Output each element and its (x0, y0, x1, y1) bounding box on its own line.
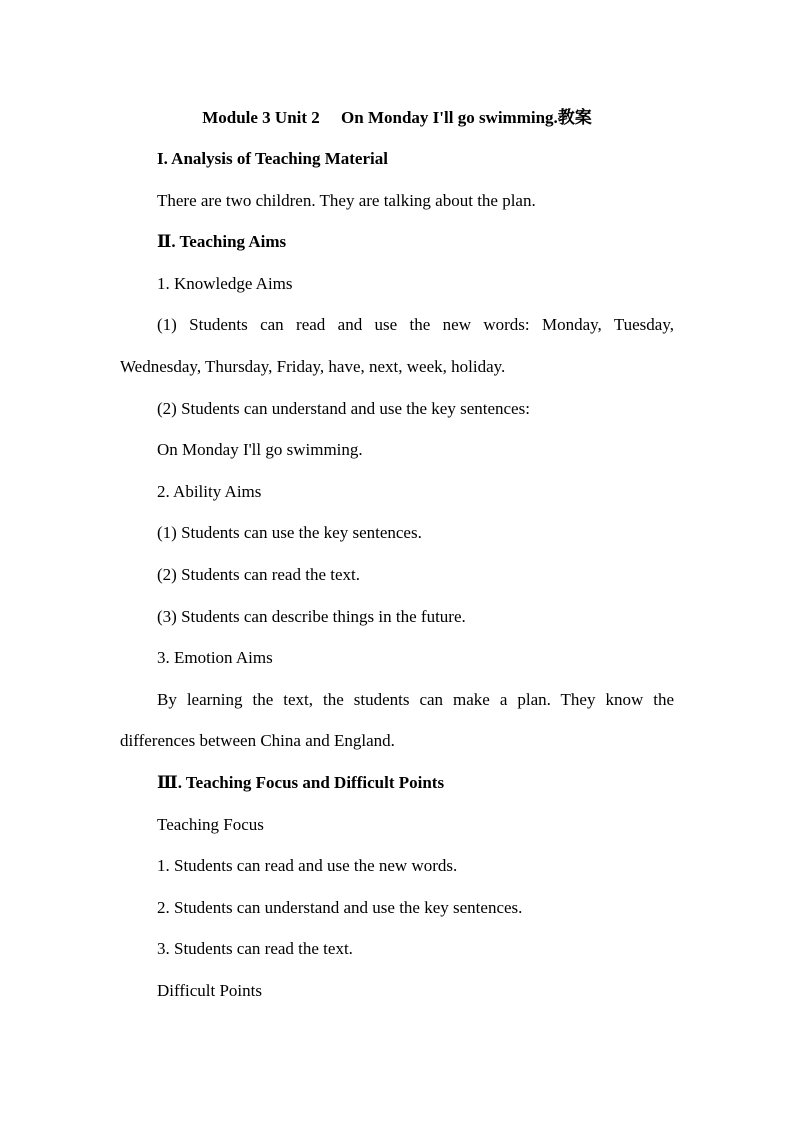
focus-item-1: 1. Students can read and use the new words. (157, 856, 458, 875)
ability-aim-2: (2) Students can read the text. (157, 565, 360, 584)
knowledge-aim-1-line-1-text: (1) Students can read and use the new words: Monday, Tuesday, (157, 315, 674, 334)
knowledge-aim-2: (2) Students can understand and use the key sentences: (157, 399, 530, 418)
knowledge-aim-1-line-1 (157, 315, 674, 335)
section-heading-teaching-aims: Ⅱ. Teaching Aims (157, 232, 287, 251)
emotion-aim-line-1 (157, 690, 674, 710)
emotion-aim-line-2: differences between China and England. (120, 731, 395, 750)
focus-item-2: 2. Students can understand and use the key sentences. (157, 898, 523, 917)
difficult-points-heading: Difficult Points (157, 981, 262, 1000)
teaching-focus-heading: Teaching Focus (157, 815, 264, 834)
document-title: Module 3 Unit 2 On Monday I'll go swimming.教案 (202, 108, 592, 127)
ability-aim-3: (3) Students can describe things in the future. (157, 607, 466, 626)
section-heading-analysis: I. Analysis of Teaching Material (157, 149, 388, 168)
emotion-aims-heading: 3. Emotion Aims (157, 648, 273, 667)
section-heading-focus: Ⅲ. Teaching Focus and Difficult Points (157, 773, 445, 792)
analysis-text: There are two children. They are talking about the plan. (157, 191, 536, 210)
focus-item-3: 3. Students can read the text. (157, 939, 353, 958)
knowledge-aim-1-line-2: Wednesday, Thursday, Friday, have, next, week, holiday. (120, 357, 506, 376)
knowledge-aims-heading: 1. Knowledge Aims (157, 274, 293, 293)
key-sentence: On Monday I'll go swimming. (157, 440, 363, 459)
emotion-aim-line-1-text: By learning the text, the students can make a plan. They know the (157, 690, 674, 709)
ability-aim-1: (1) Students can use the key sentences. (157, 523, 422, 542)
ability-aims-heading: 2. Ability Aims (157, 482, 262, 501)
